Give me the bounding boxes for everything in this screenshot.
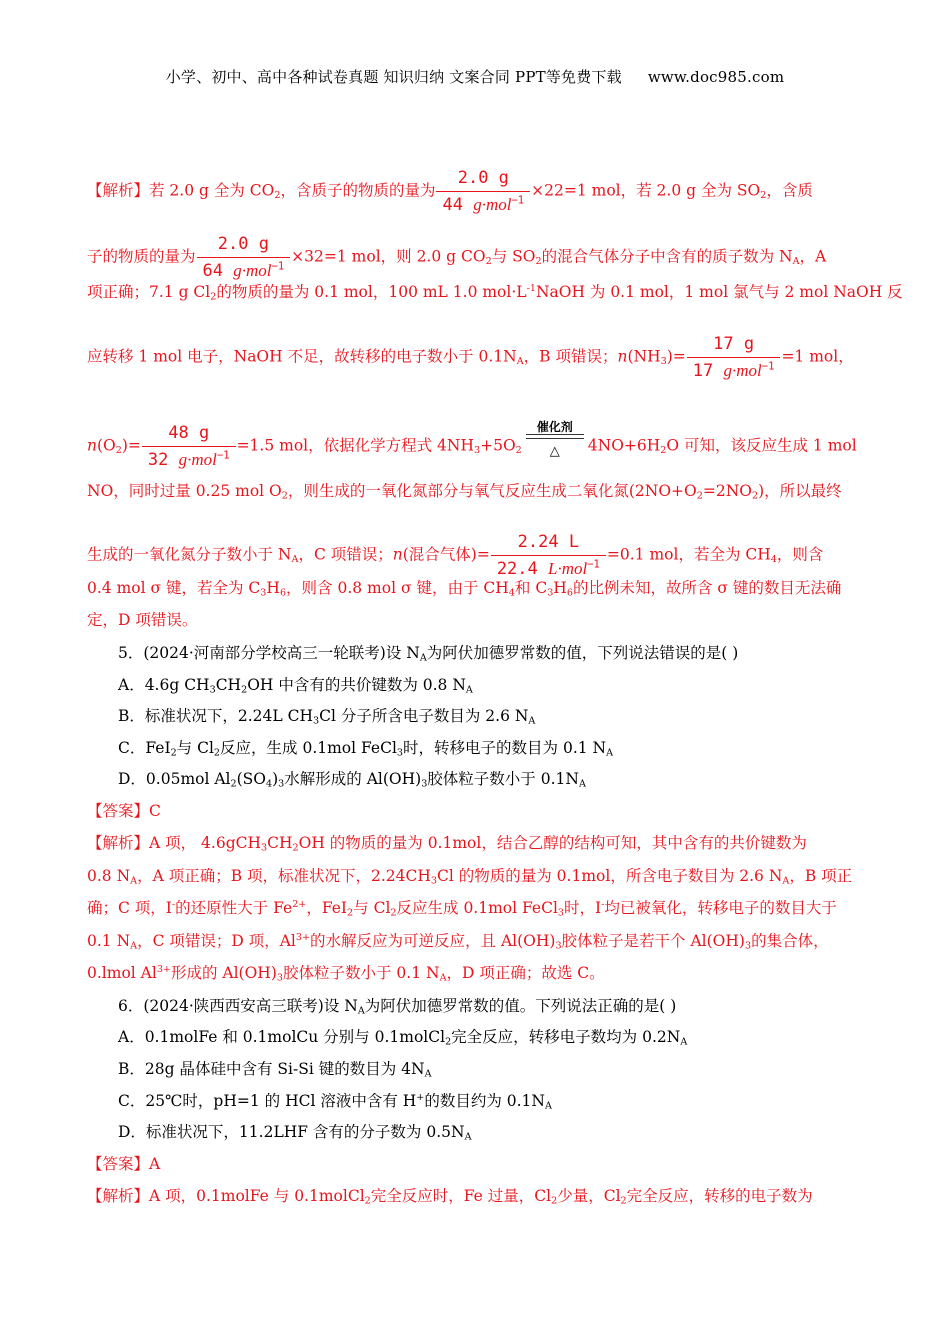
- explain4-line6: NO，同时过量 0.25 mol $O_2$，则生成的一氧化氮部分与氧气反应生成二氧化氮$(2NO+O_2=2NO_2)$，所以最终: [87, 482, 842, 502]
- q6-option-c: C．25℃时，pH=1 的 HCl 溶液中含有 H+的数目约为 $0.1N_A$: [118, 1092, 552, 1112]
- reaction-condition-arrow: 催化剂 △: [526, 437, 584, 457]
- q6-answer: 【答案】A: [87, 1155, 161, 1173]
- q5-explain-line5: 0.lmol $Al^{3+}$形成的 $Al(OH)_3$胶体粒子数小于 0.1 $N_A$，D 项正确；故选 C。: [87, 964, 605, 984]
- fraction-o2: $\frac{48 g}{32 g\cdot mol^{-1}}$: [142, 423, 236, 470]
- q5-explain-line1: 【解析】A 项， $4.6gCH_3CH_2OH$ 的物质的量为 0.1mol，结合乙醇的结构可知，其中含有的共价键数为: [87, 834, 807, 854]
- q5-answer: 【答案】C: [87, 802, 161, 820]
- explain4-line3: 项正确；7.1 g $Cl_2$的物质的量为 0.1 mol，100 mL 1.0 $mol\cdot L^{-1}NaOH$ 为 0.1 mol，1 mol 氯气与 2 mol NaOH 反: [87, 283, 903, 303]
- fraction-nh3: $\frac{17 g}{17 g\cdot mol^{-1}}$: [687, 334, 781, 381]
- q5-stem: 5．(2024·河南部分学校高三一轮联考)设 $N_A$为阿伏加德罗常数的值，下列说法错误的是( ): [118, 644, 739, 664]
- q5-explain-line2: 0.8 $N_A$，A 项正确；B 项，标准状况下，$2.24CH_3Cl$ 的物质的量为 0.1mol，所含电子数目为 2.6 $N_A$，B 项正: [87, 867, 853, 887]
- explain4-line8: 0.4 mol σ 键，若全为 $C_3H_6$，则含 0.8 mol σ 键，由于 $CH_4$和 $C_3H_6$的比例未知，故所含 σ 键的数目无法确: [87, 579, 842, 599]
- page-header: [0, 66, 950, 87]
- q6-option-a: A．0.1molFe 和 0.1molCu 分别与 0.1molCl$_2$完全反应，转移电子数均为 $0.2N_A$: [118, 1028, 688, 1048]
- header-text: 小学、初中、高中各种试卷真题 知识归纳 文案合同 PPT等免费下载: [165, 68, 622, 86]
- q5-option-d: D．0.05mol $Al_2(SO_4)_3$水解形成的 $Al(OH)_3$胶体粒子数小于 $0.1N_A$: [118, 770, 586, 790]
- q5-option-b: B．标准状况下，2.24L $CH_3Cl$ 分子所含电子数目为 2.6 $N_A$: [118, 707, 536, 727]
- fraction-co2: $\frac{2.0 g}{44 g\cdot mol^{-1}}$: [436, 168, 530, 215]
- explain4-line9: 定，D 项错误。: [87, 611, 198, 629]
- explain4-line1: 【解析】若 2.0 g 全为 $CO_2$，含质子的物质的量为 $\frac{2.0 g}{44 g\cdot mol^{-1}}$ ×22=1 mol，若 2.0 g 全为 $SO_2$，含质: [87, 168, 813, 215]
- explain4-line7: 生成的一氧化氮分子数小于 $N_A$，C 项错误；n(混合气体)= $\frac{2.24 L}{22.4 L\cdot mol^{-1}}$ =0.1 mol，若全为 $CH_4$，则含: [87, 532, 824, 579]
- q5-option-a: A．4.6g $CH_3CH_2OH$ 中含有的共价键数为 0.8 $N_A$: [118, 676, 473, 696]
- explain4-line4: 应转移 1 mol 电子，NaOH 不足，故转移的电子数小于 $0.1N_A$，B 项错误；$n(NH_3)=$ $\frac{17 g}{17 g\cdot mol^{-1}}$ =1 mol，: [87, 334, 854, 381]
- q5-explain-line4: 0.1 $N_A$，C 项错误；D 项，$Al^{3+}$的水解反应为可逆反应，且 $Al(OH)_3$胶体粒子是若干个 $Al(OH)_3$的集合体，: [87, 932, 829, 952]
- explain4-line2: 子的物质的量为 $\frac{2.0 g}{64 g\cdot mol^{-1}}$ ×32=1 mol，则 2.0 g $CO_2$与 $SO_2$的混合气体分子中含有的质子数为 $N_A$，A: [87, 234, 827, 281]
- q6-option-d: D．标准状况下，11.2LHF 含有的分子数为 $0.5N_A$: [118, 1123, 472, 1143]
- header-url[interactable]: www.doc985.com: [647, 68, 785, 86]
- q5-option-c: C．FeI$_2$与 $Cl_2$反应，生成 0.1mol FeCl$_3$时，转移电子的数目为 0.1 $N_A$: [118, 739, 614, 759]
- explain4-line5: $n(O_2)=$ $\frac{48 g}{32 g\cdot mol^{-1}}$ =1.5 mol，依据化学方程式 $4NH_3+5O_2$ 催化剂 △ $4NO+6H_2O$ 可知，该反应生成 1 mol: [87, 419, 857, 470]
- q6-stem: 6．(2024·陕西西安高三联考)设 $N_A$为阿伏加德罗常数的值。下列说法正确的是( ): [118, 997, 677, 1017]
- fraction-so2: $\frac{2.0 g}{64 g\cdot mol^{-1}}$: [197, 234, 291, 281]
- q5-explain-line3: 确；C 项，I-的还原性大于 $Fe^{2+}$，FeI$_2$与 $Cl_2$反应生成 0.1mol FeCl$_3$时，I-均已被氧化，转移电子的数目大于: [87, 899, 837, 919]
- q6-option-b: B．28g 晶体硅中含有 Si-Si 键的数目为 $4N_A$: [118, 1060, 432, 1080]
- q6-explain-line1: 【解析】A 项，0.1molFe 与 0.1molCl$_2$完全反应时，Fe 过量，$Cl_2$少量，$Cl_2$完全反应，转移的电子数为: [87, 1187, 813, 1207]
- fraction-gas: $\frac{2.24 L}{22.4 L\cdot mol^{-1}}$: [491, 532, 606, 579]
